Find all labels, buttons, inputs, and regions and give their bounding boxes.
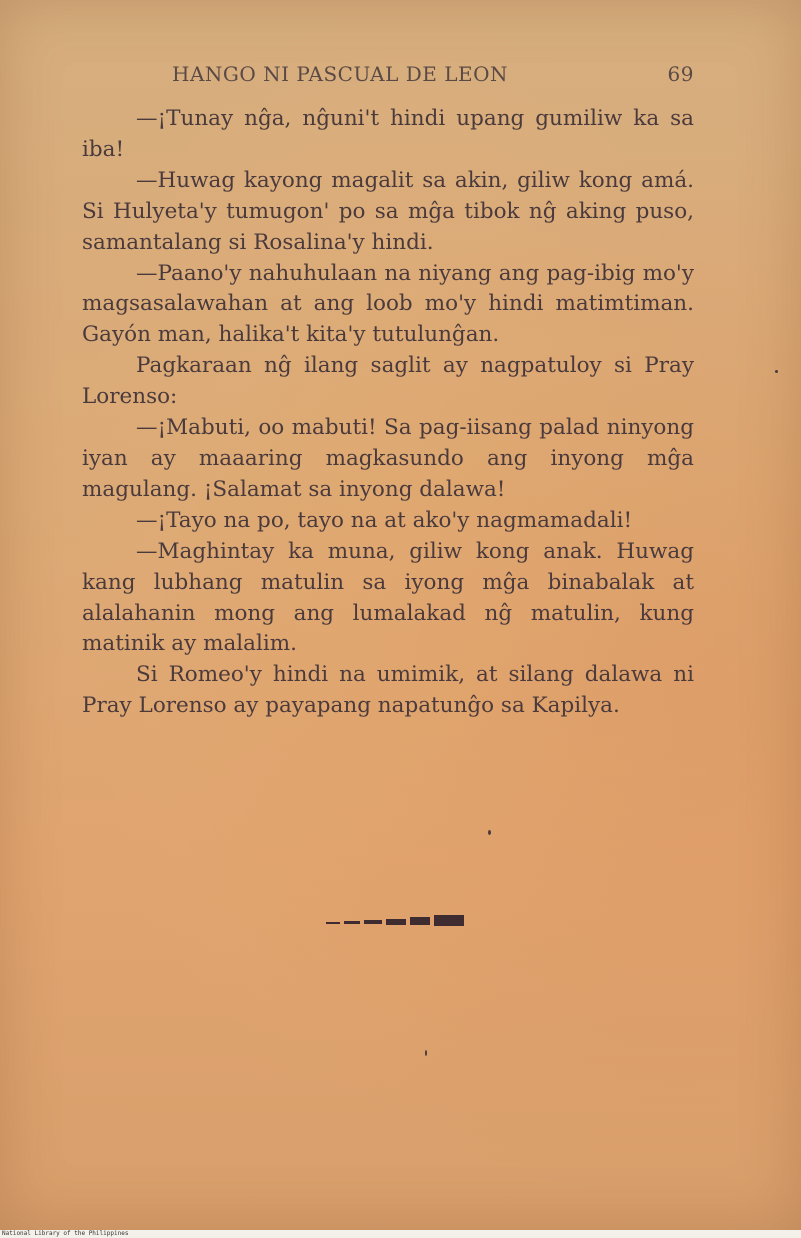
end-ornament [326, 914, 466, 928]
paragraph: —¡Tunay nĝa, nĝuni't hindi upang gumiliw ka sa iba! [82, 106, 694, 162]
paper-speck [775, 370, 778, 373]
paragraph: —Maghintay ka muna, giliw kong anak. Huwag kang lubhang matulin sa iyong mĝa binabalak at alalahanin mong ang lumalakad nĝ matulin, kung matinik ay malalim. [82, 538, 694, 657]
body-text [82, 104, 694, 722]
paragraph: —Huwag kayong magalit sa akin, giliw kong amá. Si Hulyeta'y tumugon' po sa mĝa tibok nĝ aking puso, samantalang si Rosalina'y hindi. [82, 167, 694, 255]
running-head-title: HANGO NI PASCUAL DE LEON [172, 62, 509, 86]
paragraph: —Paano'y nahuhulaan na niyang ang pag-ibig mo'y magsasalawahan at ang loob mo'y hindi matimtiman. Gayón man, halika't kita'y tutulunĝan. [82, 260, 694, 348]
running-head [172, 62, 694, 92]
paper-speck [425, 1050, 427, 1056]
paragraph: Si Romeo'y hindi na umimik, at silang dalawa ni Pray Lorenso ay payapang napatunĝo sa Kapilya. [82, 662, 694, 719]
library-credit: National Library of the Philippines [2, 1230, 129, 1237]
page-number: 69 [667, 62, 694, 86]
paragraph: Pagkaraan nĝ ilang saglit ay nagpatuloy si Pray Lorenso: [82, 353, 694, 410]
paragraph: —¡Tayo na po, tayo na at ako'y nagmamadali! [136, 507, 633, 533]
paragraph: —¡Mabuti, oo mabuti! Sa pag-iisang palad ninyong iyan ay maaaring magkasundo ang inyong mĝa magulang. ¡Salamat sa inyong dalawa! [82, 415, 694, 502]
paper-speck [488, 830, 491, 835]
